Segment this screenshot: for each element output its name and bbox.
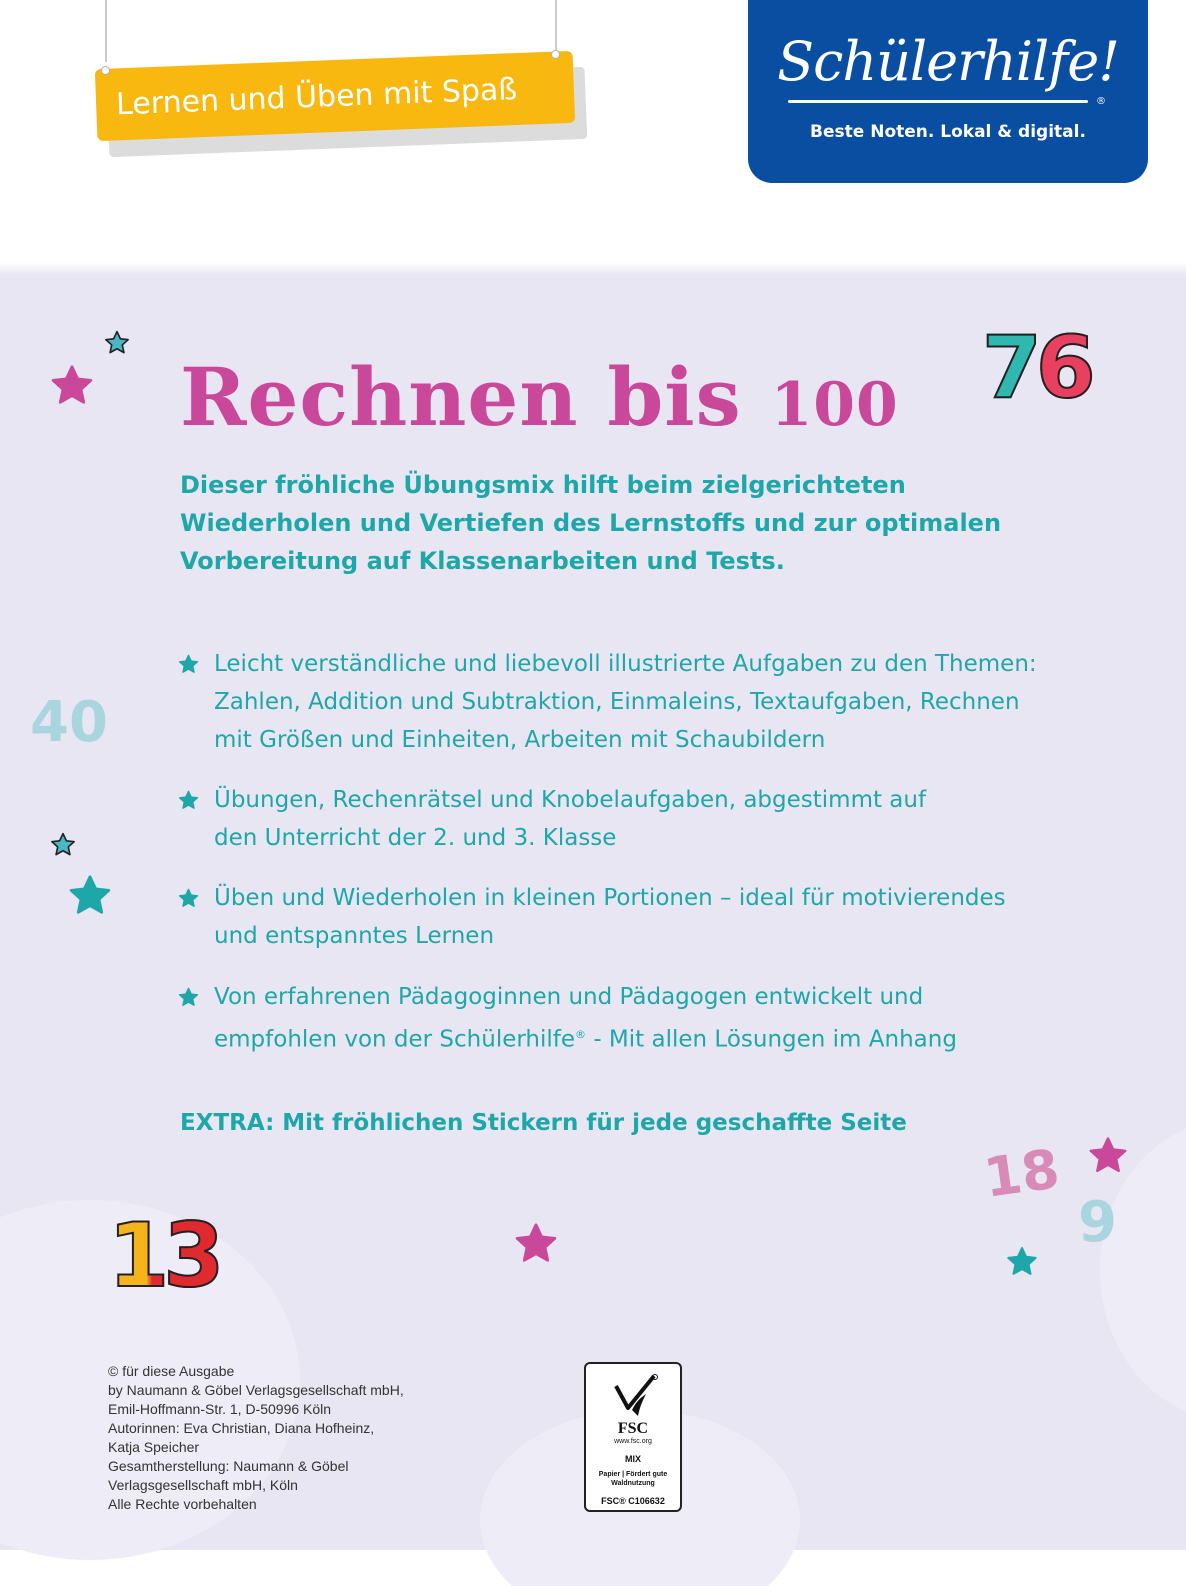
star-icon-teal-topleft <box>104 330 130 356</box>
star-icon-teal-bottom-right <box>1006 1246 1038 1278</box>
fsc-mix: MIX <box>624 1454 641 1464</box>
feature-line <box>214 1016 957 1059</box>
intro-line: Dieser fröhliche Übungsmix hilft beim zielgerichteten <box>180 471 906 499</box>
feature-item <box>178 879 1006 955</box>
decor-number-13: 13 <box>108 1204 219 1307</box>
feature-line: Üben und Wiederholen in kleinen Portionen – ideal für motivierendes <box>214 885 1006 911</box>
star-icon-teal-left <box>68 874 112 918</box>
intro-text <box>180 466 1080 580</box>
bullet-star-icon <box>178 987 199 1008</box>
title-number: 100 <box>770 370 899 440</box>
feature-line: Zahlen, Addition und Subtraktion, Einmaleins, Textaufgaben, Rechnen <box>214 689 1020 715</box>
hanging-string-left <box>105 0 107 62</box>
fsc-label <box>584 1362 682 1512</box>
fsc-code: FSC® C106632 <box>601 1496 665 1506</box>
pin-icon-left <box>101 66 110 75</box>
feature-line-part: - Mit allen Lösungen im Anhang <box>586 1026 957 1053</box>
page-title <box>180 350 899 444</box>
imprint-line: by Naumann & Göbel Verlagsgesellschaft mbH, <box>108 1382 404 1398</box>
fsc-claim: Papier | Fördert gute Waldnutzung <box>598 1471 668 1487</box>
imprint-line: Katja Speicher <box>108 1439 200 1455</box>
logo-wordmark: Schülerhilfe! <box>777 30 1119 93</box>
feature-line: Leicht verständliche und liebevoll illustrierte Aufgaben zu den Themen: <box>214 651 1037 677</box>
feature-item <box>178 781 926 857</box>
logo-underline <box>788 100 1088 103</box>
feature-line: mit Größen und Einheiten, Arbeiten mit Schaubildern <box>214 727 826 753</box>
decor-number-9: 9 <box>1078 1190 1117 1255</box>
imprint-line: Emil-Hoffmann-Str. 1, D-50996 Köln <box>108 1401 332 1417</box>
imprint <box>108 1362 404 1514</box>
title-main: Rechnen bis <box>180 350 742 444</box>
logo-tagline: Beste Noten. Lokal & digital. <box>810 122 1086 142</box>
logo-registered-mark: ® <box>1096 96 1106 107</box>
brand-logo <box>748 0 1148 183</box>
decor-number-40: 40 <box>30 690 108 755</box>
intro-line: Vorbereitung auf Klassenarbeiten und Tests. <box>180 547 785 575</box>
star-icon-pink-bottom-right <box>1088 1136 1128 1176</box>
decor-number-18: 18 <box>979 1137 1064 1210</box>
bullet-star-icon <box>178 654 199 675</box>
imprint-line: Verlagsgesellschaft mbH, Köln <box>108 1477 298 1493</box>
imprint-line: Gesamtherstellung: Naumann & Göbel <box>108 1458 349 1474</box>
star-icon-pink-topleft <box>50 364 94 408</box>
bullet-star-icon <box>178 790 199 811</box>
fsc-brand: FSC <box>617 1420 649 1437</box>
registered-mark: ® <box>575 1028 587 1041</box>
imprint-line: © für diese Ausgabe <box>108 1363 235 1379</box>
feature-line: den Unterricht der 2. und 3. Klasse <box>214 825 617 851</box>
star-icon-pink-bottom-center <box>514 1222 558 1266</box>
feature-item <box>178 978 957 1059</box>
fsc-url: www.fsc.org <box>614 1438 652 1445</box>
feature-line: Von erfahrenen Pädagoginnen und Pädagogen entwickelt und <box>214 984 924 1010</box>
slogan-text: Lernen und Üben mit Spaß <box>115 71 518 122</box>
feature-line: Übungen, Rechenrätsel und Knobelaufgaben, abgestimmt auf <box>214 787 927 813</box>
decor-number-76: 76 <box>982 318 1090 418</box>
feature-line: und entspanntes Lernen <box>214 923 495 949</box>
extra-note: EXTRA: Mit fröhlichen Stickern für jede geschaffte Seite <box>180 1110 907 1136</box>
pin-icon-right <box>551 50 560 59</box>
imprint-line: Alle Rechte vorbehalten <box>108 1496 257 1512</box>
imprint-line: Autorinnen: Eva Christian, Diana Hofheinz, <box>108 1420 375 1436</box>
tree-check-icon <box>610 1372 660 1420</box>
intro-line: Wiederholen und Vertiefen des Lernstoffs und zur optimalen <box>180 509 1002 537</box>
bullet-star-icon <box>178 888 199 909</box>
feature-item <box>178 645 1037 759</box>
star-icon-teal-outline-left <box>50 832 76 858</box>
feature-line-part: empfohlen von der Schülerhilfe <box>214 1026 576 1053</box>
